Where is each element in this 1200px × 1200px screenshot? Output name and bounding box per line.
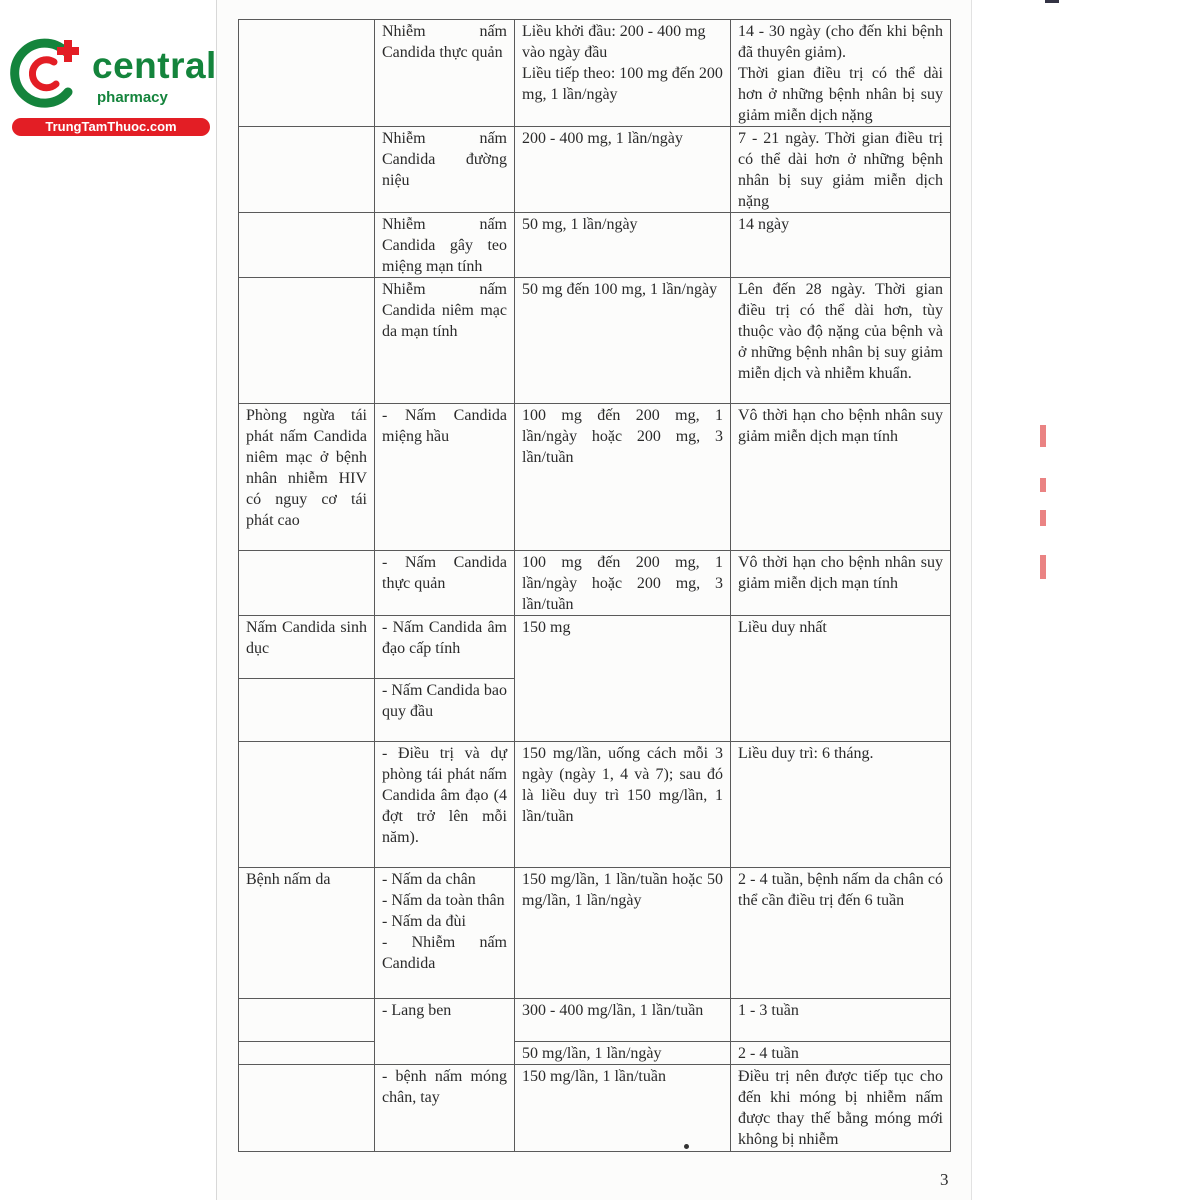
duration-cell: [731, 742, 951, 868]
duration-cell: [731, 213, 951, 278]
subtype-cell: [375, 213, 515, 278]
dose-text: 50 mg, 1 lần/ngày: [522, 216, 638, 233]
dose-text: 150 mg/lần, uống cách mỗi 3 ngày (ngày 1, 4 và 7); sau đó là liều duy trì 150 mg/lần, 1 lần/tuần: [522, 745, 723, 825]
duration-text: 2 - 4 tuần: [738, 1045, 799, 1062]
page-number: 3: [940, 1170, 949, 1189]
duration-text: Lên đến 28 ngày. Thời gian điều trị có thể dài hơn, tùy thuộc vào độ nặng của bệnh và ở những bệnh nhân bị suy giảm miễn dịch và nhiễm khuẩn.: [738, 281, 943, 382]
dose-text: 100 mg đến 200 mg, 1 lần/ngày hoặc 200 mg, 3 lần/tuần: [522, 554, 723, 613]
duration-cell: [731, 404, 951, 551]
subtype-text: Nhiễm nấm Candida đường niệu: [382, 130, 507, 189]
table-row: [239, 616, 951, 679]
dose-cell: [515, 404, 731, 551]
subtype-text: Nhiễm nấm Candida thực quản: [382, 23, 507, 61]
subtype-text: - Nấm Candida thực quản: [382, 554, 507, 592]
table-row: [239, 20, 951, 127]
subtype-cell: [375, 616, 515, 679]
subtype-cell: [375, 679, 515, 742]
duration-text: Liều duy trì: 6 tháng.: [738, 745, 874, 762]
brand-url[interactable]: TrungTamThuoc.com: [12, 118, 210, 136]
duration-text: Liều duy nhất: [738, 619, 827, 636]
subtype-text: - Điều trị và dự phòng tái phát nấm Candida âm đạo (4 đợt trở lên mỗi năm).: [382, 745, 507, 846]
indication-cell: [239, 551, 375, 616]
indication-cell: [239, 213, 375, 278]
table-row: [239, 551, 951, 616]
dose-text: 100 mg đến 200 mg, 1 lần/ngày hoặc 200 mg, 3 lần/tuần: [522, 407, 723, 466]
indication-cell: [239, 404, 375, 551]
subtype-text: Nhiễm nấm Candida niêm mạc da mạn tính: [382, 281, 507, 340]
subtype-cell: [375, 742, 515, 868]
duration-text: 14 - 30 ngày (cho đến khi bệnh đã thuyên giảm). Thời gian điều trị có thể dài hơn ở những bệnh nhân bị suy giảm miễn dịch nặng: [738, 23, 943, 124]
brand-logo[interactable]: [8, 36, 217, 136]
indication-cell: [239, 999, 375, 1042]
subtype-cell: [375, 20, 515, 127]
duration-cell: [731, 868, 951, 999]
duration-cell: [731, 999, 951, 1042]
indication-cell: [239, 679, 375, 742]
subtype-text: - Nấm Candida bao quy đầu: [382, 682, 507, 720]
duration-text: Điều trị nên được tiếp tục cho đến khi móng bị nhiễm nấm được thay thế bằng móng mới không bị nhiễm: [738, 1068, 943, 1148]
dose-cell: [515, 868, 731, 999]
subtype-text: - Nấm Candida miệng hầu: [382, 407, 507, 445]
scan-speck: [684, 1144, 689, 1149]
indication-cell: [239, 616, 375, 679]
subtype-text: - bệnh nấm móng chân, tay: [382, 1068, 507, 1106]
duration-cell: [731, 1042, 951, 1065]
pharmacy-cross-c-logo-icon: [8, 36, 88, 108]
duration-cell: [731, 616, 951, 742]
table-row: [239, 868, 951, 999]
indication-text: Bệnh nấm da: [246, 871, 331, 888]
duration-text: 14 ngày: [738, 216, 790, 233]
subtype-cell: [375, 1065, 515, 1152]
duration-cell: [731, 20, 951, 127]
indication-text: Phòng ngừa tái phát nấm Candida niêm mạc ở bệnh nhân nhiễm HIV có nguy cơ tái phát cao: [246, 407, 367, 529]
dose-cell: [515, 127, 731, 213]
dose-cell: [515, 213, 731, 278]
indication-cell: [239, 1065, 375, 1152]
indication-cell: [239, 742, 375, 868]
dose-text: 50 mg/lần, 1 lần/ngày: [522, 1045, 662, 1062]
table-row: [239, 742, 951, 868]
duration-text: 2 - 4 tuần, bệnh nấm da chân có thể cần điều trị đến 6 tuần: [738, 871, 943, 909]
dose-text: 150 mg/lần, 1 lần/tuần: [522, 1068, 666, 1085]
duration-text: 1 - 3 tuần: [738, 1002, 799, 1019]
dose-cell: [515, 278, 731, 404]
red-stamp-mark: [1040, 425, 1046, 447]
red-stamp-mark: [1040, 510, 1046, 526]
subtype-text: Nhiễm nấm Candida gây teo miệng mạn tính: [382, 216, 507, 275]
subtype-cell: [375, 404, 515, 551]
subtype-cell: [375, 868, 515, 999]
duration-text: Vô thời hạn cho bệnh nhân suy giảm miễn dịch mạn tính: [738, 554, 943, 592]
duration-text: 7 - 21 ngày. Thời gian điều trị có thể dài hơn ở những bệnh nhân bị suy giảm miễn dịch nặng: [738, 130, 943, 210]
dose-text: 150 mg: [522, 619, 571, 636]
dose-cell: [515, 1065, 731, 1152]
table-row: [239, 278, 951, 404]
subtype-cell: [375, 278, 515, 404]
table-row: [239, 1042, 951, 1065]
duration-text: Vô thời hạn cho bệnh nhân suy giảm miễn dịch mạn tính: [738, 407, 943, 445]
dose-cell: [515, 20, 731, 127]
red-stamp-mark: [1040, 478, 1046, 492]
indication-cell: [239, 1042, 375, 1065]
indication-text: Nấm Candida sinh dục: [246, 619, 367, 657]
dose-text: 150 mg/lần, 1 lần/tuần hoặc 50 mg/lần, 1 lần/ngày: [522, 871, 723, 909]
dose-text: 300 - 400 mg/lần, 1 lần/tuần: [522, 1002, 704, 1019]
dose-text: Liều khởi đầu: 200 - 400 mg vào ngày đầu Liều tiếp theo: 100 mg đến 200 mg, 1 lần/ngày: [522, 23, 723, 103]
table-row: [239, 127, 951, 213]
duration-cell: [731, 551, 951, 616]
duration-cell: [731, 127, 951, 213]
table-row: [239, 999, 951, 1042]
indication-cell: [239, 868, 375, 999]
dose-cell: [515, 616, 731, 742]
dose-cell: [515, 999, 731, 1042]
duration-cell: [731, 1065, 951, 1152]
subtype-text: - Nấm Candida âm đạo cấp tính: [382, 619, 507, 657]
brand-subtitle: pharmacy: [97, 89, 168, 106]
indication-cell: [239, 127, 375, 213]
indication-cell: [239, 278, 375, 404]
brand-name: central: [92, 45, 217, 86]
dose-text: 200 - 400 mg, 1 lần/ngày: [522, 130, 683, 147]
dose-cell: [515, 551, 731, 616]
table-row: [239, 1065, 951, 1152]
indication-cell: [239, 20, 375, 127]
dose-cell: [515, 742, 731, 868]
scan-mark: [1045, 0, 1059, 3]
subtype-text: - Lang ben: [382, 1002, 452, 1019]
red-stamp-mark: [1040, 555, 1046, 579]
subtype-cell: [375, 127, 515, 213]
dose-text: 50 mg đến 100 mg, 1 lần/ngày: [522, 281, 718, 298]
subtype-cell: [375, 551, 515, 616]
dose-cell: [515, 1042, 731, 1065]
subtype-text: - Nấm da chân - Nấm da toàn thân - Nấm da đùi - Nhiễm nấm Candida: [382, 871, 507, 972]
table-row: [239, 213, 951, 278]
subtype-cell: [375, 999, 515, 1065]
dosage-table: [238, 19, 951, 1152]
duration-cell: [731, 278, 951, 404]
table-row: [239, 404, 951, 551]
